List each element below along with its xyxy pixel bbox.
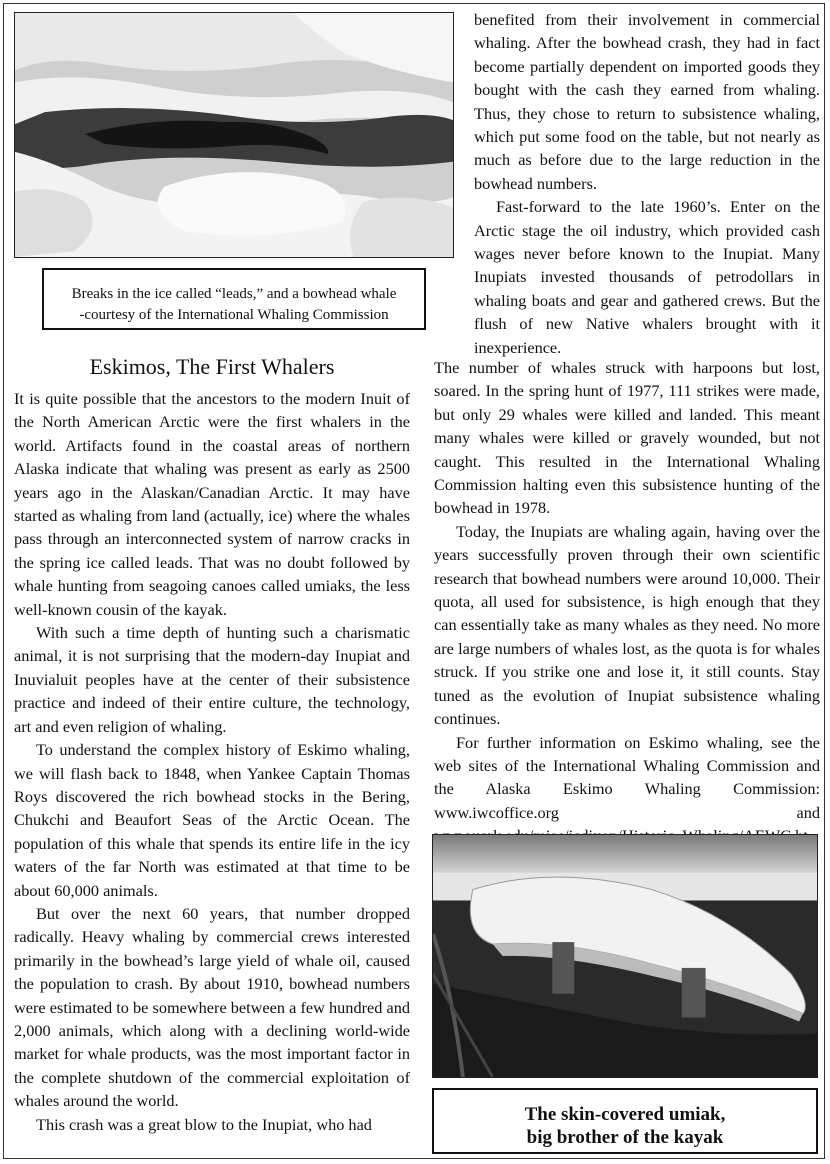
paragraph: To understand the complex history of Eskimo whaling, we will flash back to 1848, when Yankee Captain Thomas Roys discovered the rich bowhead stocks in the Bering, Chukchi and Beaufort Seas of the Arctic Ocean. The population of this whale that spends its entire life in the icy waters of the far North was estimated at that time to be about 60,000 animals.: [14, 740, 410, 900]
article-heading: Eskimos, The First Whalers: [89, 354, 335, 379]
paragraph: benefited from their involvement in commercial whaling. After the bowhead crash, they had in fact become partially dependent on imported goods they bought with the cash they earned from whaling. Thus, they chose to return to subsistence whaling, which put some food on the table, but not nearly as much as before due to the large reduction in the bowhead numbers.: [474, 10, 820, 193]
paragraph-continued: The number of whales struck with harpoons but lost, soared. In the spring hunt of 1977, 111 strikes were made, but only 29 whales were killed and landed. This meant many whales were killed or gravely wounded, but not caught. This resulted in the International Whaling Commission halting even this subsistence hunting of the bowhead in 1978.: [434, 358, 820, 518]
caption-line-2: -courtesy of the International Whaling Commission: [79, 307, 389, 323]
paragraph: But over the next 60 years, that number dropped radically. Heavy whaling by commercial crews interested primarily in the bowhead’s large yield of whale oil, caused the population to crash. By about 1910, bowhead numbers were estimated to be somewhere between a few hundred and 2,000 animals, which along with a declining world-wide market for whale products, was the most important factor in the complete shutdown of the commercial exploitation of whales around the world.: [14, 903, 410, 1111]
right-column-upper: [474, 8, 820, 359]
whale-photo: [14, 12, 454, 258]
paragraph: For further information on Eskimo whaling, see the web sites of the International Whaling Commission and the Alaska Eskimo Whaling Commission: www.iwcoffice.org and: [434, 732, 820, 822]
left-column: [14, 387, 410, 1136]
whale-photo-caption: [42, 268, 426, 330]
paragraph: With such a time depth of hunting such a charismatic animal, it is not surprising that the modern-day Inupiat and Inuvialuit peoples have at the center of their subsistence practice and indeed of their entire culture, the technology, art and even religion of whaling.: [14, 623, 410, 736]
paragraph: This crash was a great blow to the Inupiat, who had: [36, 1114, 372, 1134]
umiak-photo-caption: [432, 1088, 818, 1154]
caption-line-2: big brother of the kayak: [526, 1127, 724, 1148]
caption-line-1: The skin-covered umiak,: [524, 1104, 726, 1125]
paragraph: It is quite possible that the ancestors to the modern Inuit of the North American Arctic were the first whalers in the world. Artifacts found in the coastal areas of northern Alaska indicate that whaling was present as early as 2500 years ago in the Alaskan/Canadian Arctic. It may have started as whaling from land (actually, ice) where the whales pass through an interconnected system of narrow cracks in the spring ice called leads. That was no doubt followed by whale hunting from seagoing canoes called umiaks, the less well-known cousin of the kayak.: [14, 389, 410, 619]
paragraph: Today, the Inupiats are whaling again, having over the years successfully proven through their own scientific research that bowhead numbers were around 10,000. Their quota, all used for subsistence, is high enough that they can essentially take as many whales as they need. No more are large numbers of whales lost, as the quota is for whales struck. If you strike one and lose it, it still counts. Stay tuned as the evolution of Inupiat subsistence whaling continues.: [434, 521, 820, 729]
caption-line-1: Breaks in the ice called “leads,” and a bowhead whale: [71, 286, 397, 302]
right-column-lower: [434, 356, 820, 871]
umiak-photo: [432, 834, 818, 1078]
paragraph-start: Fast-forward to the late 1960’s. Enter on the Arctic stage the oil industry, which provided cash wages never before known to the Inupiat. Many Inupiats invested thousands of petrodollars in whaling boats and gear and gathered crews. But the flush of new Native whalers brought with it inexperience.: [474, 197, 820, 357]
